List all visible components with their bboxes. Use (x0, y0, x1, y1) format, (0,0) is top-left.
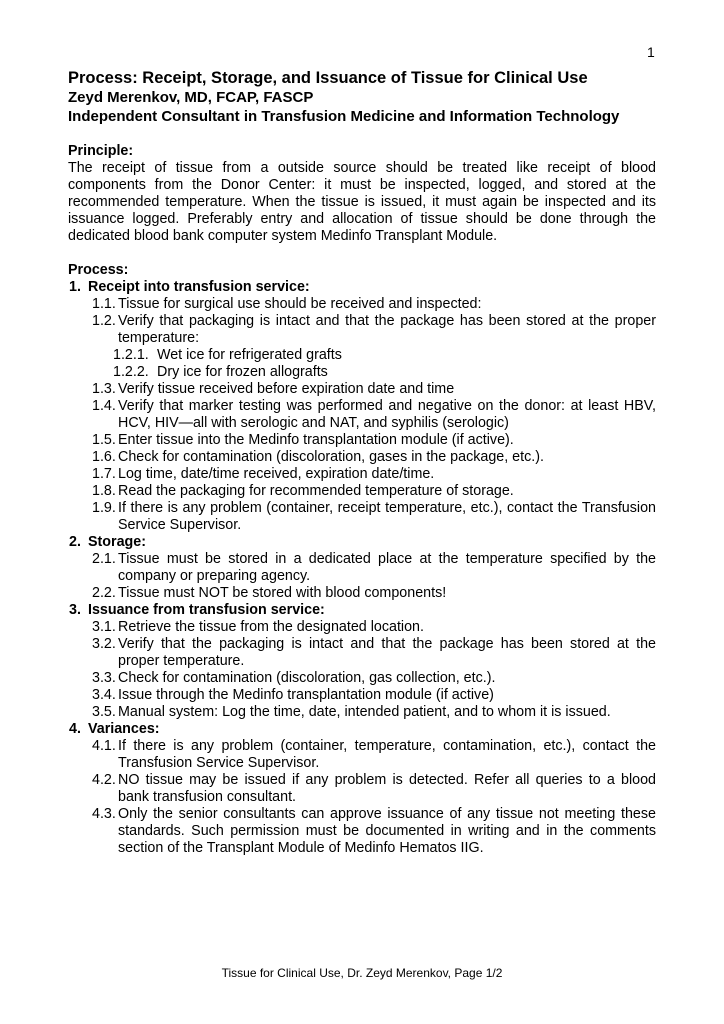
list-item (68, 313, 656, 347)
list-item (68, 585, 656, 602)
item-number: 1.2.2. (113, 364, 149, 380)
section-issuance (68, 602, 656, 619)
page-footer: Tissue for Clinical Use, Dr. Zeyd Merenkov, Page 1/2 (221, 966, 503, 980)
item-text: Tissue must be stored in a dedicated place at the temperature specified by the company or preparing agency. (118, 551, 656, 584)
item-text: Check for contamination (discoloration, gases in the package, etc.). (118, 449, 544, 465)
item-text: Verify that packaging is intact and that the package has been stored at the proper temperature: (118, 313, 656, 346)
section-variances (68, 721, 656, 738)
item-number: 3.4. (92, 687, 116, 703)
list-item (68, 381, 656, 398)
item-number: 4.3. (92, 806, 116, 822)
item-text: Retrieve the tissue from the designated location. (118, 619, 424, 635)
item-number: 3.3. (92, 670, 116, 686)
affiliation-line: Independent Consultant in Transfusion Medicine and Information Technology (68, 108, 620, 125)
list-item (68, 806, 656, 857)
author-line: Zeyd Merenkov, MD, FCAP, FASCP (68, 89, 314, 106)
item-text: Log time, date/time received, expiration date/time. (118, 466, 435, 482)
item-number: 1.4. (92, 398, 116, 414)
list-item (68, 449, 656, 466)
section-storage (68, 534, 656, 551)
item-number: 3.1. (92, 619, 116, 635)
item-text: If there is any problem (container, receipt temperature, etc.), contact the Transfusion Service Supervisor. (118, 500, 656, 533)
item-text: Verify that the packaging is intact and that the package has been stored at the proper temperature. (118, 636, 656, 669)
item-number: 1.3. (92, 381, 116, 397)
section-title: Variances: (88, 721, 160, 737)
list-item (68, 296, 656, 313)
item-number: 1.7. (92, 466, 116, 482)
item-number: 4.1. (92, 738, 116, 754)
item-number: 2.1. (92, 551, 116, 567)
section-number: 1. (69, 279, 81, 295)
list-item (68, 432, 656, 449)
list-item (68, 483, 656, 500)
list-item (68, 704, 656, 721)
item-text: Issue through the Medinfo transplantation module (if active) (118, 687, 494, 703)
item-number: 3.5. (92, 704, 116, 720)
item-text: Wet ice for refrigerated grafts (157, 347, 342, 363)
section-number: 4. (69, 721, 81, 737)
process-heading: Process: (68, 262, 129, 278)
sub-list-item (68, 364, 656, 381)
list-item (68, 466, 656, 483)
item-number: 2.2. (92, 585, 116, 601)
section-title: Issuance from transfusion service: (88, 602, 325, 618)
item-number: 4.2. (92, 772, 116, 788)
sub-list-item (68, 347, 656, 364)
item-number: 1.8. (92, 483, 116, 499)
list-item (68, 636, 656, 670)
item-number: 1.2.1. (113, 347, 149, 363)
item-text: Verify that marker testing was performed and negative on the donor: at least HBV, HCV, HIV—all with serologic and NAT, and syphilis (serologic) (118, 398, 656, 431)
item-text: Manual system: Log the time, date, intended patient, and to whom it is issued. (118, 704, 611, 720)
item-number: 1.1. (92, 296, 116, 312)
page-number: 1 (647, 44, 655, 60)
item-text: If there is any problem (container, temperature, contamination, etc.), contact the Transfusion Service Supervisor. (118, 738, 656, 771)
item-text: Enter tissue into the Medinfo transplantation module (if active). (118, 432, 514, 448)
list-item (68, 738, 656, 772)
section-title: Storage: (88, 534, 146, 550)
item-text: Tissue for surgical use should be received and inspected: (118, 296, 482, 312)
item-number: 1.9. (92, 500, 116, 516)
item-number: 1.5. (92, 432, 116, 448)
section-number: 3. (69, 602, 81, 618)
item-text: Read the packaging for recommended temperature of storage. (118, 483, 514, 499)
item-text: NO tissue may be issued if any problem is detected. Refer all queries to a blood bank transfusion consultant. (118, 772, 656, 805)
principle-text: The receipt of tissue from a outside source should be treated like receipt of blood components from the Donor Center: it must be inspected, logged, and stored at the recommended temperature. When the tissue is issued, it must again be inspected and its issuance logged. Preferably entry and allocation of tissue should be done through the dedicated blood bank computer system Medinfo Transplant Module. (68, 160, 656, 244)
list-item (68, 772, 656, 806)
item-text: Tissue must NOT be stored with blood components! (118, 585, 447, 601)
item-number: 3.2. (92, 636, 116, 652)
section-title: Receipt into transfusion service: (88, 279, 310, 295)
list-item (68, 398, 656, 432)
list-item (68, 670, 656, 687)
list-item (68, 687, 656, 704)
item-number: 1.6. (92, 449, 116, 465)
section-number: 2. (69, 534, 81, 550)
item-number: 1.2. (92, 313, 116, 329)
item-text: Check for contamination (discoloration, gas collection, etc.). (118, 670, 496, 686)
list-item (68, 500, 656, 534)
item-text: Dry ice for frozen allografts (157, 364, 328, 380)
document-body (68, 69, 656, 857)
list-item (68, 551, 656, 585)
list-item (68, 619, 656, 636)
section-receipt (68, 279, 656, 296)
item-text: Only the senior consultants can approve issuance of any tissue not meeting these standards. Such permission must be documented in writing and in the comments section of the Transplant Module of Medinfo Hematos IIG. (118, 806, 656, 856)
item-text: Verify tissue received before expiration date and time (118, 381, 455, 397)
principle-heading: Principle: (68, 143, 134, 159)
document-title: Process: Receipt, Storage, and Issuance of Tissue for Clinical Use (68, 69, 588, 87)
